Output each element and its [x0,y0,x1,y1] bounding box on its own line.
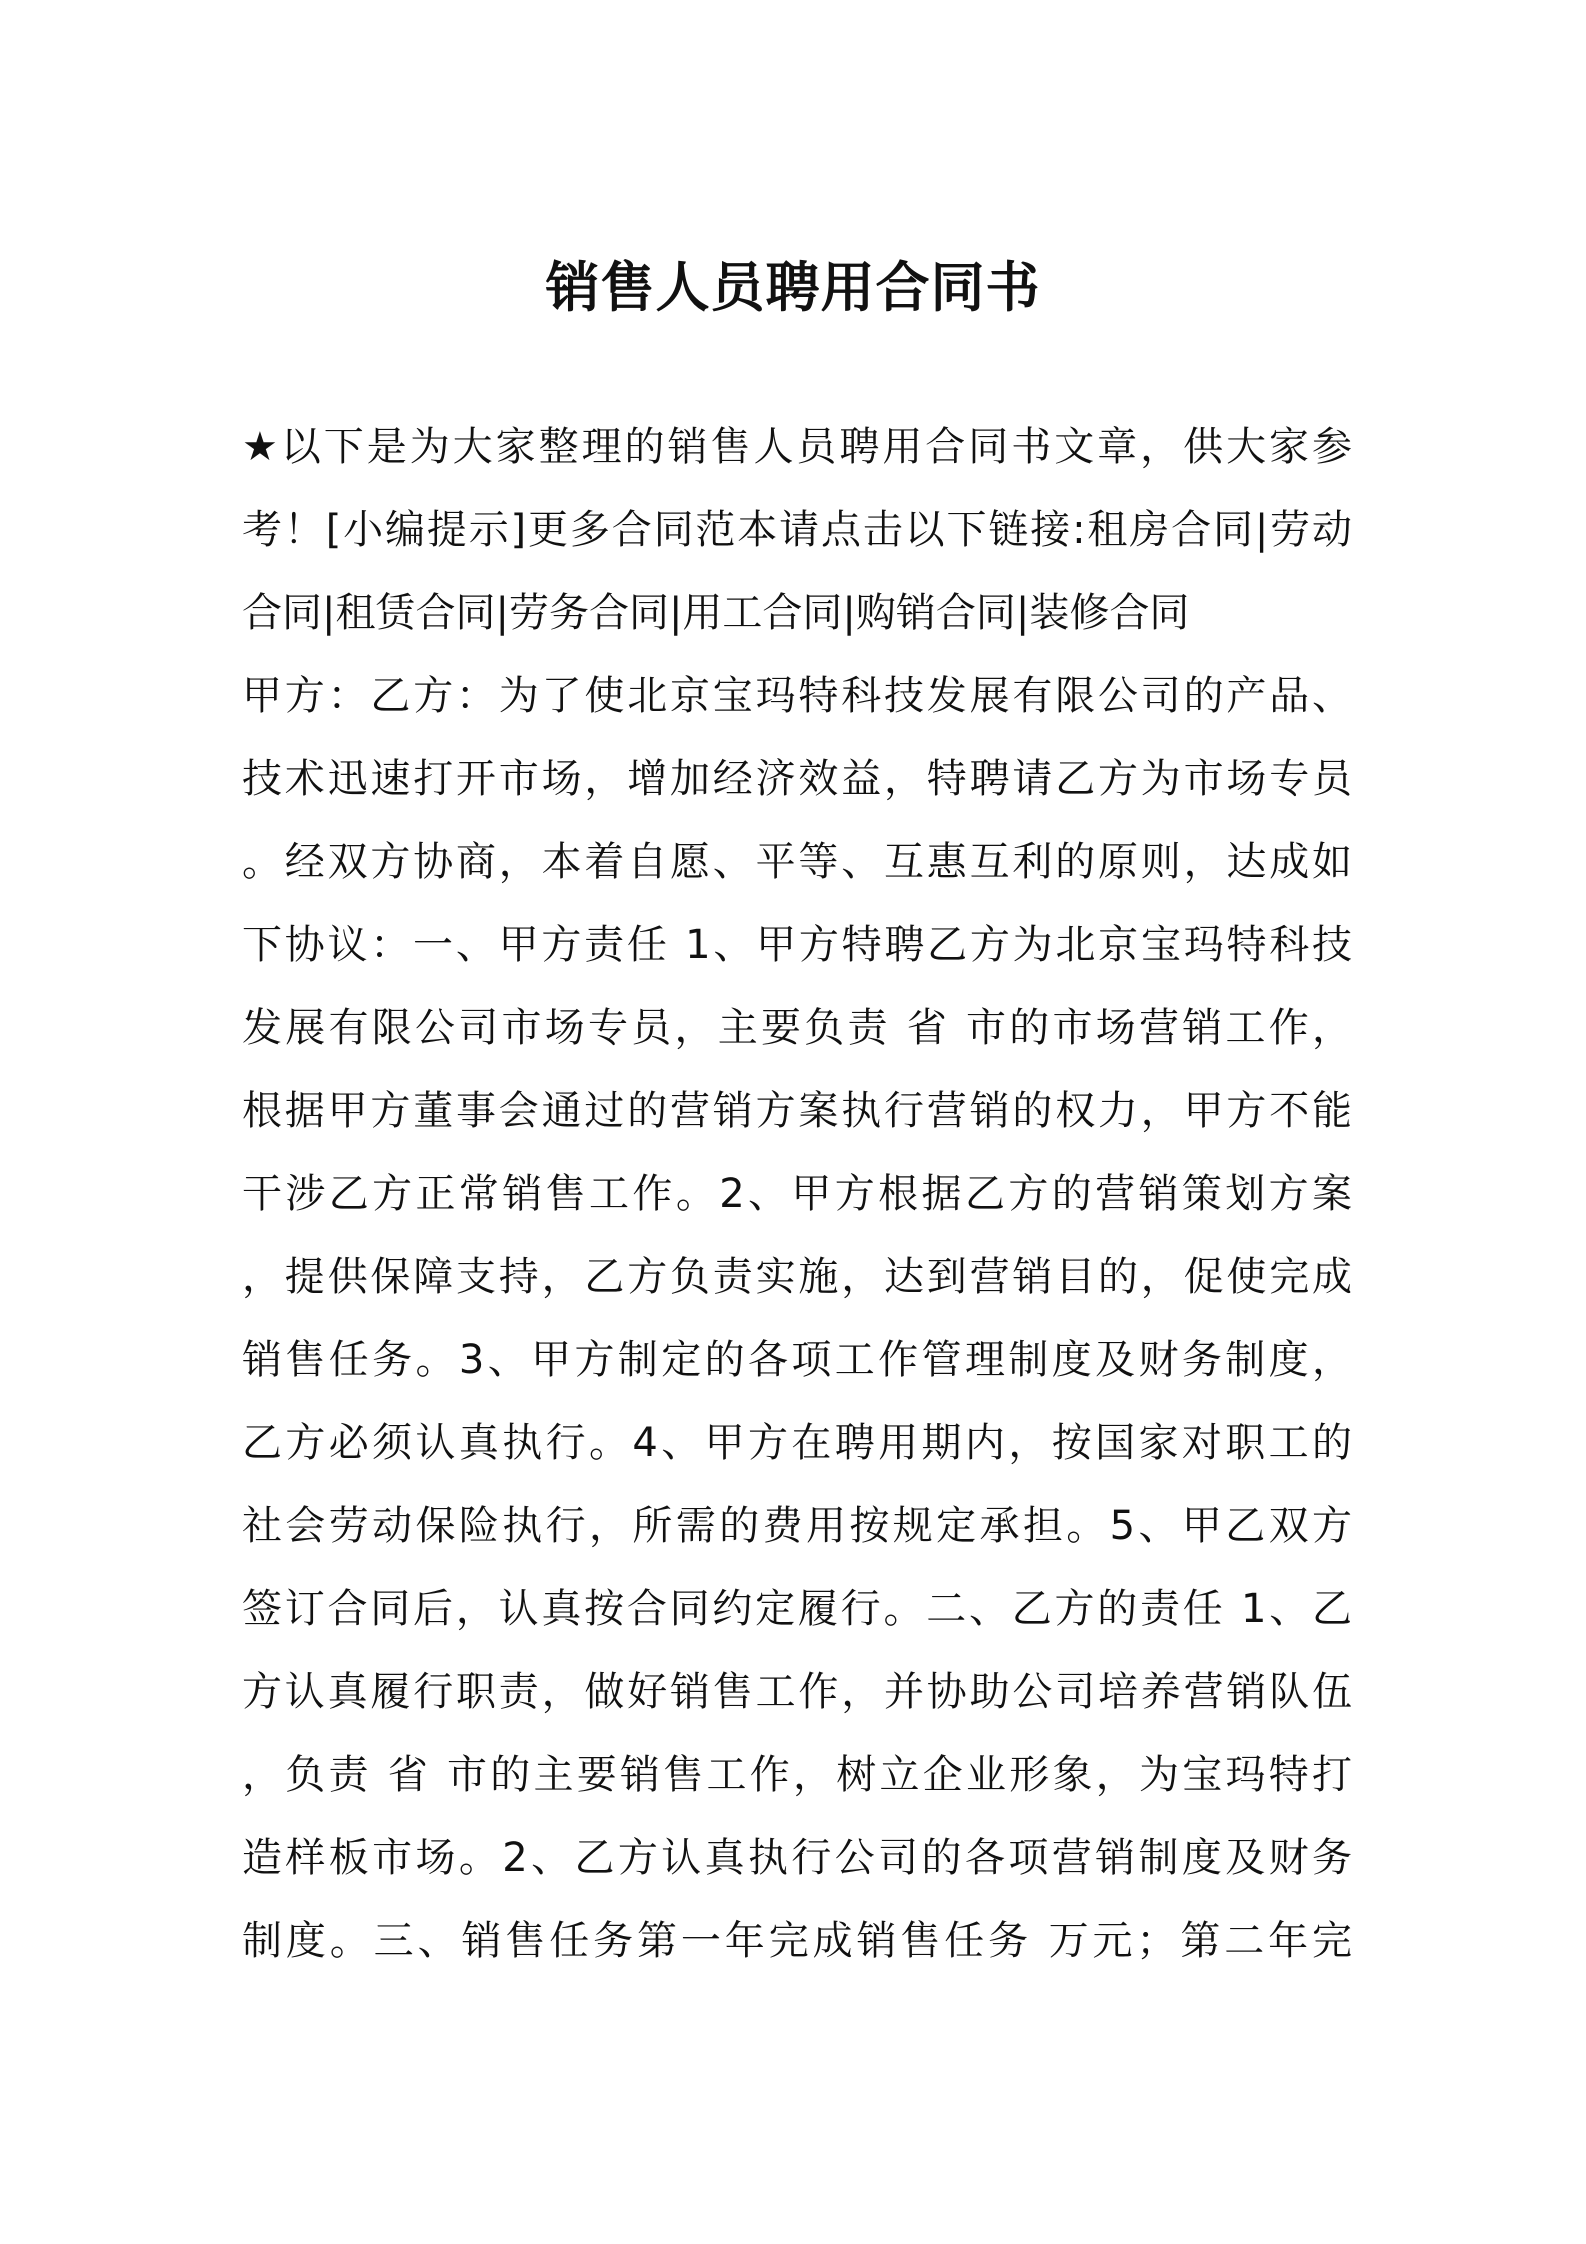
body-line: 干涉乙方正常销售工作。2、甲方根据乙方的营销策划方案 [242,1171,1352,1217]
body-line: 技术迅速打开市场，增加经济效益，特聘请乙方为市场专员 [242,756,1352,802]
body-line: 社会劳动保险执行，所需的费用按规定承担。5、甲乙双方 [242,1503,1352,1549]
body-line: 合同|租赁合同|劳务合同|用工合同|购销合同|装修合同 [242,590,1190,636]
document-body [242,406,1352,1983]
body-line: 造样板市场。2、乙方认真执行公司的各项营销制度及财务 [242,1835,1352,1881]
body-line: 方认真履行职责，做好销售工作，并协助公司培养营销队伍 [242,1669,1352,1715]
body-line: 考！[小编提示]更多合同范本请点击以下链接:租房合同|劳动 [242,507,1352,553]
body-line: 。经双方协商，本着自愿、平等、互惠互利的原则，达成如 [242,839,1352,885]
body-line: ，提供保障支持，乙方负责实施，达到营销目的，促使完成 [242,1254,1352,1300]
body-line: 乙方必须认真执行。4、甲方在聘用期内，按国家对职工的 [242,1420,1352,1466]
body-line: 根据甲方董事会通过的营销方案执行营销的权力，甲方不能 [242,1088,1352,1134]
body-line: 发展有限公司市场专员，主要负责 省 市的市场营销工作， [242,1005,1352,1051]
body-line: ★以下是为大家整理的销售人员聘用合同书文章，供大家参 [242,424,1352,470]
document-title: 销售人员聘用合同书 [545,256,1041,319]
body-line: ，负责 省 市的主要销售工作，树立企业形象，为宝玛特打 [242,1752,1352,1798]
body-line: 甲方：乙方：为了使北京宝玛特科技发展有限公司的产品、 [242,673,1352,719]
body-line: 制度。三、销售任务第一年完成销售任务 万元；第二年完 [242,1918,1352,1964]
body-line: 签订合同后，认真按合同约定履行。二、乙方的责任 1、乙 [242,1586,1352,1632]
body-line: 销售任务。3、甲方制定的各项工作管理制度及财务制度， [242,1337,1352,1383]
body-line: 下协议：一、甲方责任 1、甲方特聘乙方为北京宝玛特科技 [242,922,1352,968]
